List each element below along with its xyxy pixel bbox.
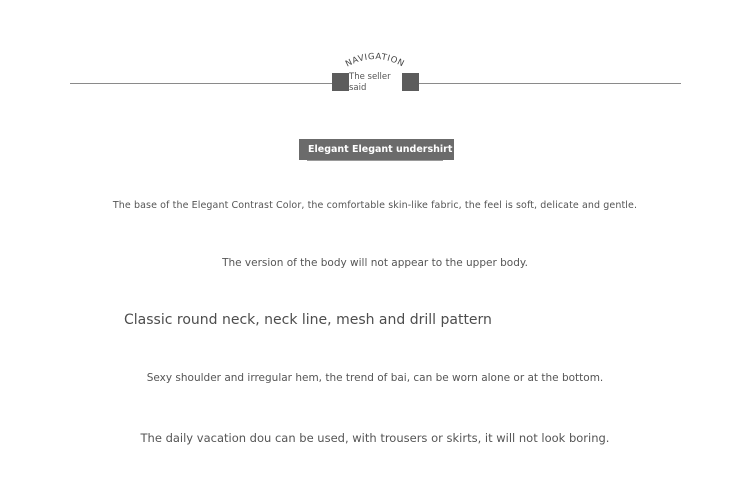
description-line: The daily vacation dou can be used, with trousers or skirts, it will not look boring. xyxy=(140,431,610,445)
description-line: Classic round neck, neck line, mesh and drill pattern xyxy=(124,312,492,328)
header-divider-right xyxy=(419,83,681,84)
header-divider-left xyxy=(70,83,332,84)
seller-said-label: The seller said xyxy=(349,72,391,93)
navigation-arc-label xyxy=(335,48,415,74)
nav-bracket-right xyxy=(402,73,419,91)
product-title-badge: Elegant Elegant undershirt xyxy=(299,139,454,160)
description-line: The version of the body will not appear to the upper body. xyxy=(222,257,528,269)
description-line: The base of the Elegant Contrast Color, the comfortable skin-like fabric, the feel is soft, delicate and gentle. xyxy=(112,200,638,211)
nav-bracket-left xyxy=(332,73,349,91)
svg-text:NAVIGATION xyxy=(344,52,406,69)
description-line: Sexy shoulder and irregular hem, the trend of bai, can be worn alone or at the bottom. xyxy=(146,372,604,384)
navigation-label: NAVIGATION xyxy=(344,51,406,70)
product-title-underline xyxy=(307,160,443,161)
